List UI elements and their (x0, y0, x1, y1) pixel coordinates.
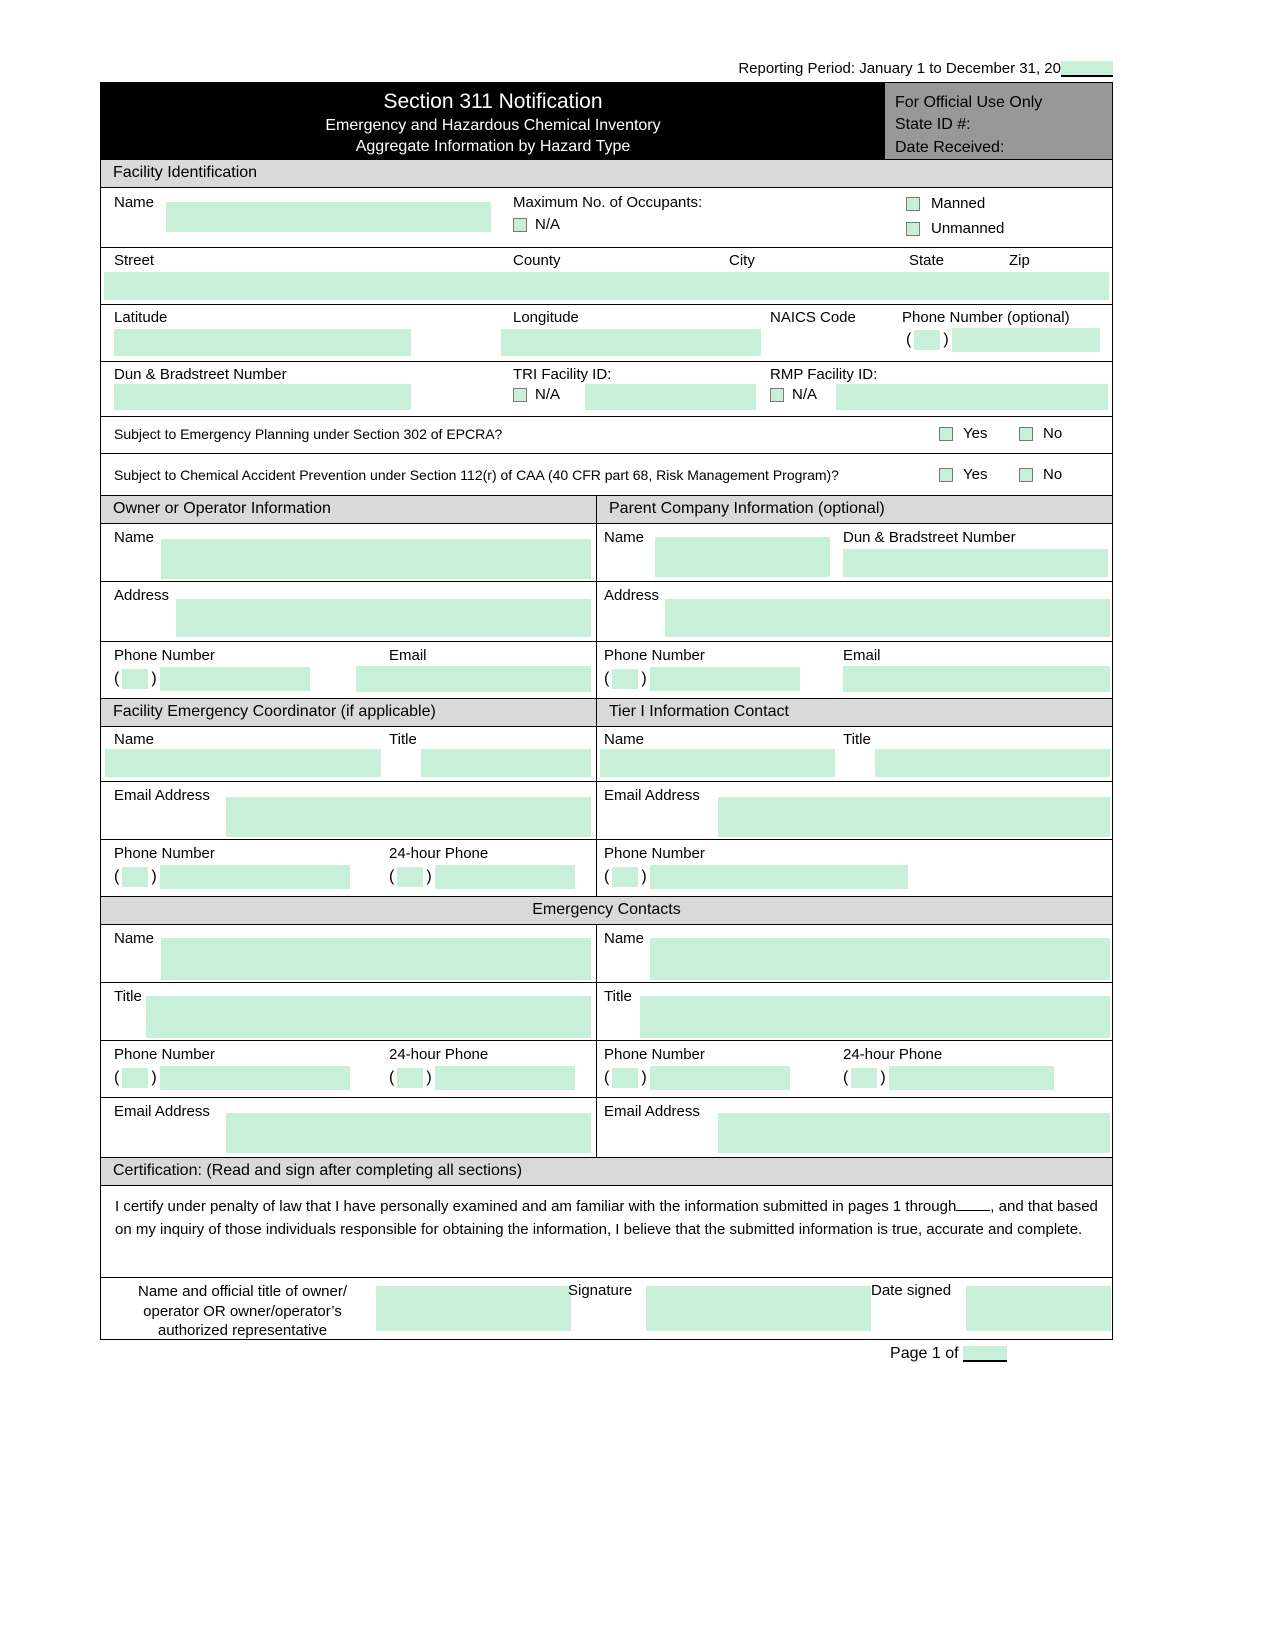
ec2-email-input[interactable] (718, 1113, 1110, 1153)
ec2-name-input[interactable] (650, 938, 1110, 980)
date-signed-label: Date signed (871, 1282, 952, 1300)
signature-row (101, 1277, 1112, 1339)
ec1-email-input[interactable] (226, 1113, 591, 1153)
parent-phone-area-input[interactable] (612, 669, 638, 689)
ec2-email-cell (597, 1098, 1112, 1157)
epcra-302-row (101, 416, 1112, 453)
certification-text-1: I certify under penalty of law that I have personally examined and am familiar with the information submitted in pages 1 through (115, 1198, 957, 1216)
coordinator-tier1-phone-row (101, 839, 1112, 896)
parent-email-input[interactable] (843, 666, 1110, 692)
occupants-na-label: N/A (535, 216, 561, 234)
tier1-name-cell (597, 727, 1112, 781)
owner-contact-cell (101, 642, 597, 698)
ec1-email-label: Email Address (114, 1103, 210, 1121)
facility-phone-input[interactable] (952, 328, 1100, 352)
owner-name-label: Name (114, 529, 155, 547)
paren-open: ( (906, 331, 912, 349)
tier1-name-label: Name (604, 731, 645, 749)
date-signed-input[interactable] (966, 1286, 1111, 1331)
certification-text-2: , and that based on my inquiry of those individuals responsible for obtaining the information, I believe that the submitted information is true, accurate and complete. (115, 1198, 1098, 1238)
owner-phone-area-input[interactable] (122, 669, 148, 689)
pages-through-field[interactable] (956, 1198, 990, 1211)
paren-open: ( (604, 670, 610, 688)
form-subtitle-2: Aggregate Information by Hazard Type (355, 138, 631, 155)
tri-facility-label: TRI Facility ID: (513, 366, 612, 384)
paren-open: ( (389, 1069, 395, 1087)
latitude-input[interactable] (114, 329, 411, 356)
paren-open: ( (604, 868, 610, 886)
parent-address-cell (597, 582, 1112, 641)
manned-label: Manned (931, 195, 986, 213)
state-id-label: State ID #: (895, 116, 971, 134)
page-total-field[interactable] (963, 1346, 1007, 1362)
paren-close: ) (426, 1069, 432, 1087)
caa-112r-no-checkbox[interactable] (1019, 468, 1033, 482)
paren-open: ( (389, 868, 395, 886)
caa-112r-yes-checkbox[interactable] (939, 468, 953, 482)
parent-dun-label: Dun & Bradstreet Number (843, 529, 1016, 547)
coordinator-name-cell (101, 727, 597, 781)
owner-phone-input[interactable] (160, 667, 310, 691)
signature-input[interactable] (646, 1286, 871, 1331)
owner-name-input[interactable] (161, 539, 591, 579)
form-page (100, 0, 1113, 1363)
form-header (101, 83, 1112, 159)
form-title-block (101, 83, 885, 159)
facility-ids-row (101, 361, 1112, 416)
state-label: State (909, 252, 945, 270)
signer-label-line1: Name and official title of owner/ (138, 1283, 347, 1301)
tier1-email-cell (597, 782, 1112, 839)
epcra-302-yes-label: Yes (963, 425, 988, 443)
owner-phone-label: Phone Number (114, 647, 215, 665)
tier1-email-label: Email Address (604, 787, 700, 805)
coordinator-title-label: Title (389, 731, 417, 749)
coordinator-tier1-headers (101, 698, 1112, 726)
ec1-phone-cell (101, 1041, 597, 1097)
paren-open: ( (114, 670, 120, 688)
section-tier1-contact: Tier I Information Contact (597, 699, 1112, 726)
coordinator-phone-cell (101, 840, 597, 896)
parent-phone-label: Phone Number (604, 647, 705, 665)
dun-bradstreet-input[interactable] (114, 384, 411, 410)
city-label: City (729, 252, 755, 270)
signer-label-line2: operator OR owner/operator’s (143, 1302, 342, 1320)
ec1-24hr-input[interactable] (435, 1066, 575, 1090)
parent-contact-cell (597, 642, 1112, 698)
ec1-24hr-label: 24-hour Phone (389, 1046, 489, 1064)
section-certification: Certification: (Read and sign after completing all sections) (101, 1157, 1112, 1185)
section-facility-coordinator: Facility Emergency Coordinator (if applicable) (101, 699, 597, 726)
parent-dun-input[interactable] (843, 549, 1108, 577)
ec2-email-label: Email Address (604, 1103, 700, 1121)
owner-parent-headers (101, 495, 1112, 523)
max-occupants-label: Maximum No. of Occupants: (513, 194, 703, 212)
ec2-24hr-group (843, 1066, 1054, 1090)
coordinator-24hr-input[interactable] (435, 865, 575, 889)
caa-112r-row (101, 453, 1112, 495)
ec1-phone-area-input[interactable] (122, 1068, 148, 1088)
paren-close: ) (641, 670, 647, 688)
coordinator-email-input[interactable] (226, 797, 591, 837)
facility-name-label: Name (114, 194, 155, 212)
coordinator-email-label: Email Address (114, 787, 210, 805)
ec1-title-cell (101, 983, 597, 1040)
ec1-email-cell (101, 1098, 597, 1157)
coordinator-title-input[interactable] (421, 749, 591, 777)
rmp-na-label: N/A (792, 386, 818, 404)
reporting-year-field[interactable] (1061, 61, 1113, 77)
signer-label-line3: authorized representative (157, 1322, 328, 1340)
coordinator-phone-area-input[interactable] (122, 867, 148, 887)
naics-label: NAICS Code (770, 309, 856, 327)
parent-address-input[interactable] (665, 599, 1110, 637)
coordinator-name-input[interactable] (105, 749, 381, 777)
ec2-phone-area-input[interactable] (612, 1068, 638, 1088)
owner-parent-address-row (101, 581, 1112, 641)
ec2-24hr-label: 24-hour Phone (843, 1046, 943, 1064)
owner-address-label: Address (114, 587, 170, 605)
official-use-box (885, 83, 1112, 159)
parent-name-label: Name (604, 529, 645, 547)
coordinator-24hr-group (389, 865, 575, 889)
parent-name-cell (597, 524, 1112, 581)
paren-close: ) (880, 1069, 886, 1087)
caa-112r-yes-label: Yes (963, 466, 988, 484)
ec1-phone-input[interactable] (160, 1066, 350, 1090)
parent-phone-group (604, 667, 800, 691)
ec-title-row (101, 982, 1112, 1040)
ec2-phone-cell (597, 1041, 1112, 1097)
section-facility-identification: Facility Identification (101, 159, 1112, 187)
longitude-label: Longitude (513, 309, 579, 327)
parent-phone-input[interactable] (650, 667, 800, 691)
owner-phone-group (114, 667, 310, 691)
tier1-email-input[interactable] (718, 797, 1110, 837)
epcra-302-no-checkbox[interactable] (1019, 427, 1033, 441)
ec-email-row (101, 1097, 1112, 1157)
ec2-phone-group (604, 1066, 790, 1090)
paren-close: ) (943, 331, 949, 349)
owner-parent-name-row (101, 523, 1112, 581)
section-emergency-contacts: Emergency Contacts (101, 896, 1112, 924)
ec1-name-label: Name (114, 930, 155, 948)
parent-name-input[interactable] (655, 537, 830, 577)
tier1-phone-area-input[interactable] (612, 867, 638, 887)
latitude-label: Latitude (114, 309, 168, 327)
ec2-title-input[interactable] (640, 996, 1110, 1038)
ec1-24hr-area-input[interactable] (397, 1068, 423, 1088)
epcra-302-yes-checkbox[interactable] (939, 427, 953, 441)
facility-phone-label: Phone Number (optional) (902, 309, 1070, 327)
ec2-24hr-area-input[interactable] (851, 1068, 877, 1088)
ec1-phone-label: Phone Number (114, 1046, 215, 1064)
page-footer (100, 1345, 1113, 1363)
occupants-na-checkbox[interactable] (513, 218, 527, 232)
owner-name-cell (101, 524, 597, 581)
form-title: Section 311 Notification (383, 90, 603, 113)
ec-name-row (101, 924, 1112, 982)
date-received-label: Date Received: (895, 138, 1005, 156)
ec2-name-label: Name (604, 930, 645, 948)
tier1-phone-label: Phone Number (604, 845, 705, 863)
ec2-name-cell (597, 925, 1112, 982)
rmp-na-checkbox[interactable] (770, 388, 784, 402)
ec2-title-cell (597, 983, 1112, 1040)
tier1-phone-cell (597, 840, 1112, 896)
owner-address-cell (101, 582, 597, 641)
coordinator-24hr-area-input[interactable] (397, 867, 423, 887)
longitude-input[interactable] (501, 329, 761, 356)
facility-phone-area-input[interactable] (914, 330, 940, 350)
ec-phone-row (101, 1040, 1112, 1097)
tier1-title-label: Title (843, 731, 871, 749)
paren-close: ) (641, 868, 647, 886)
official-use-title: For Official Use Only (895, 94, 1043, 111)
coordinator-tier1-name-row (101, 726, 1112, 781)
parent-address-label: Address (604, 587, 660, 605)
tri-na-label: N/A (535, 386, 561, 404)
manned-checkbox[interactable] (906, 197, 920, 211)
coordinator-name-label: Name (114, 731, 155, 749)
county-label: County (513, 252, 561, 270)
signer-name-input[interactable] (376, 1286, 571, 1331)
paren-close: ) (426, 868, 432, 886)
ec1-name-cell (101, 925, 597, 982)
unmanned-checkbox[interactable] (906, 222, 920, 236)
ec2-phone-input[interactable] (650, 1066, 790, 1090)
unmanned-label: Unmanned (931, 220, 1005, 238)
ec1-name-input[interactable] (161, 938, 591, 980)
owner-address-input[interactable] (176, 599, 591, 637)
tri-facility-input[interactable] (585, 384, 756, 410)
reporting-period-text: Reporting Period: January 1 to December 31, 20 (738, 60, 1061, 77)
ec1-title-input[interactable] (146, 996, 591, 1038)
page-of-text: Page 1 of (890, 1345, 959, 1363)
ec1-phone-group (114, 1066, 350, 1090)
tier1-phone-group (604, 865, 908, 889)
paren-open: ( (114, 868, 120, 886)
tier1-name-input[interactable] (600, 749, 835, 777)
paren-open: ( (843, 1069, 849, 1087)
section-311-form (100, 82, 1113, 1340)
paren-close: ) (151, 1069, 157, 1087)
ec1-24hr-group (389, 1066, 575, 1090)
rmp-facility-input[interactable] (836, 384, 1108, 410)
rmp-facility-label: RMP Facility ID: (770, 366, 878, 384)
caa-112r-question: Subject to Chemical Accident Prevention under Section 112(r) of CAA (40 CFR part 68, Risk Management Program)? (114, 467, 839, 484)
section-parent-company: Parent Company Information (optional) (597, 496, 1112, 523)
section-owner-operator: Owner or Operator Information (101, 496, 597, 523)
paren-close: ) (151, 868, 157, 886)
coordinator-email-cell (101, 782, 597, 839)
facility-phone-group (906, 328, 1100, 352)
tri-na-checkbox[interactable] (513, 388, 527, 402)
ec1-title-label: Title (114, 988, 142, 1006)
dun-bradstreet-label: Dun & Bradstreet Number (114, 366, 287, 384)
zip-label: Zip (1009, 252, 1030, 270)
facility-street-row (101, 247, 1112, 304)
street-label: Street (114, 252, 155, 270)
facility-geo-row (101, 304, 1112, 361)
paren-open: ( (604, 1069, 610, 1087)
street-address-input[interactable] (104, 272, 1109, 300)
owner-email-input[interactable] (356, 666, 591, 692)
paren-close: ) (641, 1069, 647, 1087)
paren-close: ) (151, 670, 157, 688)
reporting-period (100, 60, 1113, 77)
coordinator-phone-label: Phone Number (114, 845, 215, 863)
caa-112r-no-label: No (1043, 466, 1063, 484)
signature-label: Signature (568, 1282, 633, 1300)
certification-text-row (101, 1185, 1112, 1277)
epcra-302-no-label: No (1043, 425, 1063, 443)
owner-parent-contact-row (101, 641, 1112, 698)
coordinator-24hr-label: 24-hour Phone (389, 845, 489, 863)
facility-name-input[interactable] (166, 202, 491, 232)
epcra-302-question: Subject to Emergency Planning under Section 302 of EPCRA? (114, 426, 503, 443)
tier1-phone-input[interactable] (650, 865, 908, 889)
paren-open: ( (114, 1069, 120, 1087)
coordinator-phone-input[interactable] (160, 865, 350, 889)
ec2-title-label: Title (604, 988, 632, 1006)
tier1-title-input[interactable] (875, 749, 1110, 777)
coordinator-tier1-email-row (101, 781, 1112, 839)
facility-name-row (101, 187, 1112, 247)
parent-email-label: Email (843, 647, 881, 665)
ec2-24hr-input[interactable] (889, 1066, 1054, 1090)
coordinator-phone-group (114, 865, 350, 889)
owner-email-label: Email (389, 647, 427, 665)
form-subtitle-1: Emergency and Hazardous Chemical Inventory (325, 117, 661, 134)
signer-label (115, 1282, 370, 1341)
ec2-phone-label: Phone Number (604, 1046, 705, 1064)
